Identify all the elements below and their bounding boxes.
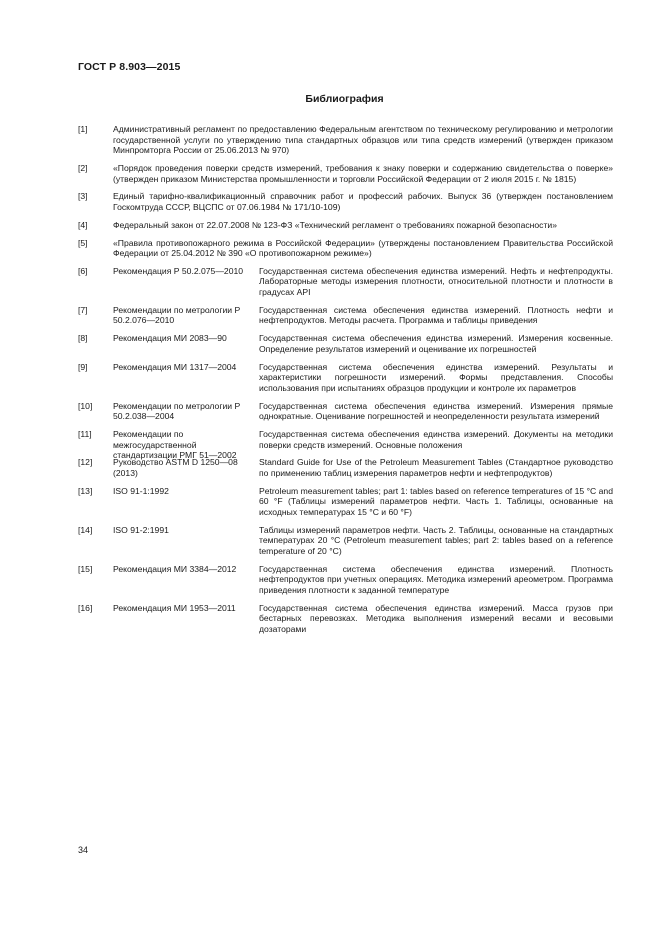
bibliography-entry xyxy=(78,525,613,557)
page-number: 34 xyxy=(78,845,89,855)
entry-number: [14] xyxy=(78,524,93,535)
entry-designation: Рекомендация МИ 2083—90 xyxy=(113,333,227,344)
entry-designation: Рекомендация Р 50.2.075—2010 xyxy=(113,265,244,276)
bibliography-entry xyxy=(78,191,613,212)
entry-number: [11] xyxy=(78,428,92,439)
entry-number: [10] xyxy=(78,400,93,411)
entry-designation: Рекомендации по метрологии Р 50.2.038—2004 xyxy=(113,400,241,422)
bibliography-entry xyxy=(78,603,613,635)
bibliography-list xyxy=(78,124,613,642)
entry-title: Standard Guide for Use of the Petroleum Measurement Tables (Стандартное руководство по применению таблиц измерения параметров нефти и нефтепродуктов) xyxy=(259,457,613,478)
entry-text: Административный регламент по предоставлению Федеральным агентством по техническому регулированию и метрологии государственной услуги по утверждению типа стандартных образцов или типа средств измерений (утвержден приказом Минпромторга России от 25.06.2013 № 970) xyxy=(113,124,613,156)
entry-number: [13] xyxy=(78,485,93,496)
entry-title: Государственная система обеспечения единства измерений. Документы на методики поверки средств измерений. Основные положения xyxy=(259,428,613,450)
entry-number: [5] xyxy=(78,237,88,248)
bibliography-entry xyxy=(78,428,613,461)
entry-text: «Правила противопожарного режима в Российской Федерации» (утверждены постановлением Правительства Российской Федерации от 25.04.2012 № 390 «О противопожарном режиме») xyxy=(113,237,613,259)
bibliography-entry xyxy=(78,238,613,259)
entry-number: [3] xyxy=(78,191,88,202)
bibliography-entry xyxy=(78,457,613,478)
bibliography-entry xyxy=(78,266,613,298)
entry-designation: Рекомендация МИ 1317—2004 xyxy=(113,361,237,372)
entry-title: Государственная система обеспечения единства измерений. Плотность нефти и нефтепродуктов. Методы расчета. Программа и таблицы приведения xyxy=(259,304,613,326)
section-title: Библиография xyxy=(305,93,384,105)
entry-designation: Рекомендации по метрологии Р 50.2.076—2010 xyxy=(113,304,241,326)
entry-designation: ISO 91-1:1992 xyxy=(113,485,169,496)
bibliography-entry xyxy=(78,124,613,156)
bibliography-entry xyxy=(78,305,613,326)
entry-designation: ISO 91-2:1991 xyxy=(113,524,169,535)
entry-designation: Рекомендации по межгосударственной стандартизации РМГ 51—2002 xyxy=(113,428,237,461)
entry-title: Государственная система обеспечения единства измерений. Измерения косвенные. Определение результатов измерений и оценивание их погрешностей xyxy=(259,333,613,354)
entry-number: [4] xyxy=(78,219,88,230)
entry-text: Единый тарифно-квалификационный справочник работ и профессий рабочих. Выпуск 36 (утвержден постановлением Госкомтруда СССР, ВЦСПС от 07.06.1984 № 171/10-109) xyxy=(113,191,613,212)
entry-number: [8] xyxy=(78,333,88,344)
bibliography-entry xyxy=(78,362,613,394)
entry-number: [15] xyxy=(78,563,93,574)
entry-title: Petroleum measurement tables; part 1: tables based on reference temperatures of 15 °C and 60 °F (Таблицы измерений параметров нефти. Часть 1. Таблицы, основанные на исходных температурах 15 °C и 60 °F) xyxy=(259,485,613,517)
entry-title: Государственная система обеспечения единства измерений. Результаты и характеристики погрешности измерений. Формы представления. Способы использования при испытаниях образцов продукции и контроле их параметров xyxy=(259,361,613,393)
entry-number: [9] xyxy=(78,361,88,372)
entry-number: [16] xyxy=(78,602,93,613)
entry-title: Государственная система обеспечения единства измерений. Измерения прямые однократные. Оценивание погрешностей и неопределенности результата измерений xyxy=(259,400,613,422)
entry-title: Государственная система обеспечения единства измерений. Масса грузов при бестарных перевозках. Методика выполнения измерений весами и весовыми дозаторами xyxy=(259,602,613,634)
bibliography-entry xyxy=(78,163,613,184)
entry-number: [7] xyxy=(78,304,88,315)
bibliography-entry xyxy=(78,333,613,354)
bibliography-entry xyxy=(78,220,613,231)
bibliography-entry xyxy=(78,401,613,422)
entry-designation: Руководство ASTM D 1250—08 (2013) xyxy=(113,457,238,478)
entry-title: Государственная система обеспечения единства измерений. Плотность нефтепродуктов при учетных операциях. Методика измерений ареометром. Программа приведения плотности к заданной температуре xyxy=(259,563,613,595)
entry-designation: Рекомендация МИ 1953—2011 xyxy=(113,602,236,613)
entry-number: [1] xyxy=(78,124,88,134)
document-header: ГОСТ Р 8.903—2015 xyxy=(78,61,181,73)
entry-number: [2] xyxy=(78,162,88,173)
entry-number: [6] xyxy=(78,265,88,276)
entry-title: Таблицы измерений параметров нефти. Часть 2. Таблицы, основанные на стандартных температурах 20 °C (Petroleum measurement tables; part 2: tables based on a reference temperature of 20 °C) xyxy=(259,524,613,556)
entry-text: Федеральный закон от 22.07.2008 № 123-ФЗ «Технический регламент о требованиях пожарной безопасности» xyxy=(113,219,557,230)
bibliography-entry xyxy=(78,564,613,596)
bibliography-entry xyxy=(78,486,613,518)
entry-title: Государственная система обеспечения единства измерений. Нефть и нефтепродукты. Лабораторные методы измерения плотности, относительной плотности и плотности в градусах API xyxy=(259,265,613,298)
entry-number: [12] xyxy=(78,457,93,468)
entry-designation: Рекомендация МИ 3384—2012 xyxy=(113,563,237,574)
entry-text: «Порядок проведения поверки средств измерений, требования к знаку поверки и содержанию свидетельства о поверке» (утвержден приказом Министерства промышленности и торговли Российской Федерации от 2 июля 2015 г. № 1815) xyxy=(113,162,613,184)
